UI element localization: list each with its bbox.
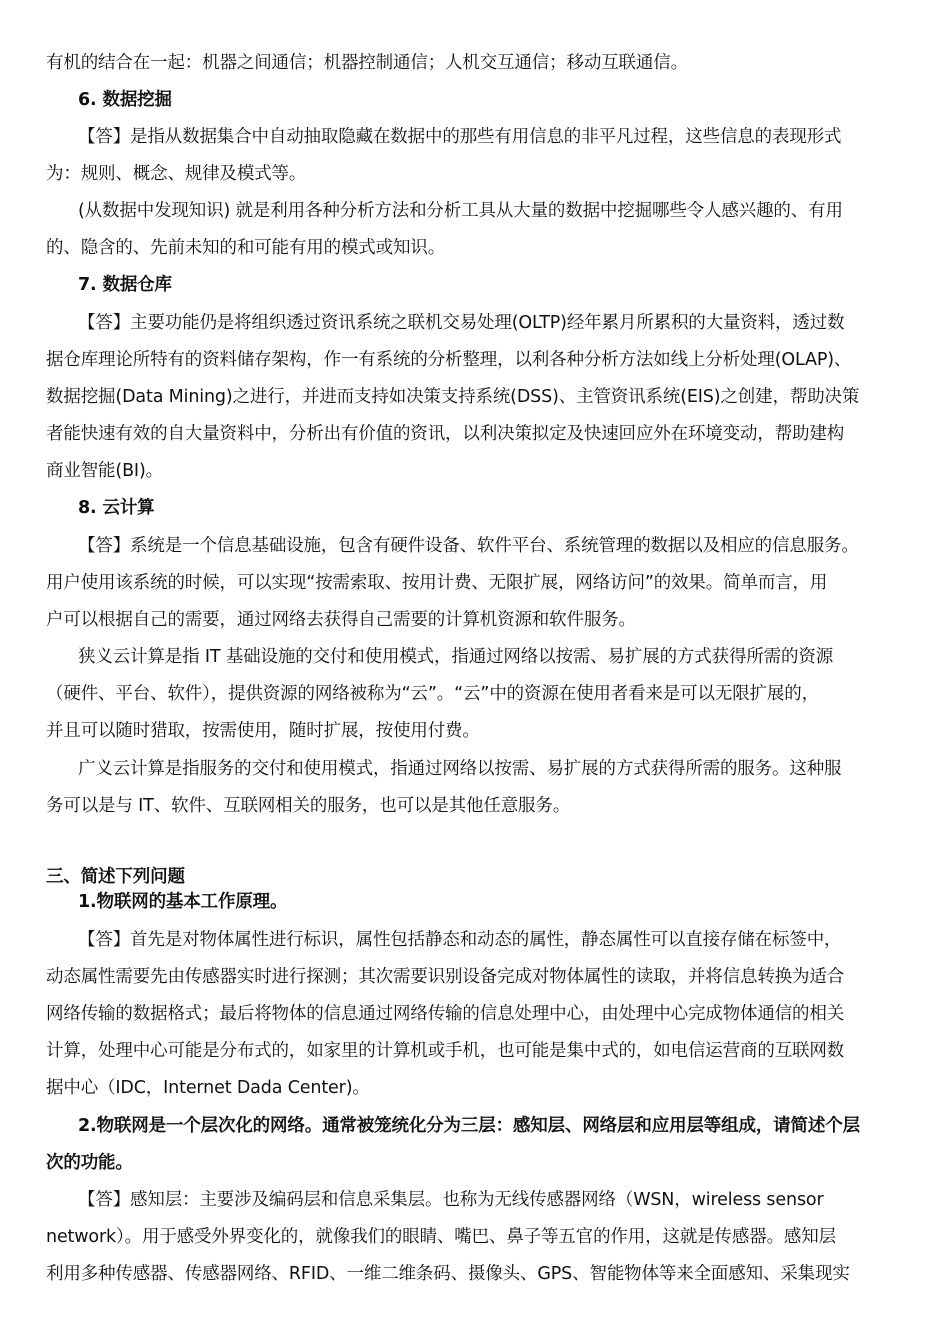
text-line: (从数据中发现知识) 就是利用各种分析方法和分析工具从大量的数据中挖掘哪些令人感兴趣的、有用 (78, 201, 843, 221)
text-line: 商业智能(BI)。 (46, 461, 163, 481)
text-line: 【答】主要功能仍是将组织透过资讯系统之联机交易处理(OLTP)经年累月所累积的大量资料，透过数 (78, 313, 845, 333)
question-heading: 1.物联网的基本工作原理。 (78, 892, 288, 912)
text-line: 【答】感知层：主要涉及编码层和信息采集层。也称为无线传感器网络（WSN，wireless sensor (78, 1190, 824, 1210)
text-line: 用户使用该系统的时候，可以实现“按需索取、按用计费、无限扩展，网络访问”的效果。简单而言，用 (46, 573, 828, 593)
text-line: 【答】系统是一个信息基础设施，包含有硬件设备、软件平台、系统管理的数据以及相应的信息服务。 (78, 536, 859, 556)
text-line: 的、隐含的、先前未知的和可能有用的模式或知识。 (46, 238, 446, 258)
section-heading: 6. 数据挖掘 (78, 90, 172, 110)
text-line: 据中心（IDC，Internet Dada Center)。 (46, 1078, 370, 1098)
text-line: network）。用于感受外界变化的，就像我们的眼睛、嘴巴、鼻子等五官的作用，这就是传感器。感知层 (46, 1227, 836, 1247)
section-heading: 7. 数据仓库 (78, 275, 172, 295)
text-line: 据仓库理论所特有的资料储存架构，作一有系统的分析整理，以利各种分析方法如线上分析处理(OLAP)、 (46, 350, 852, 370)
text-line: 为：规则、概念、规律及模式等。 (46, 164, 307, 184)
text-line: 并且可以随时猎取，按需使用，随时扩展，按使用付费。 (46, 721, 480, 741)
question-heading: 次的功能。 (46, 1153, 133, 1173)
text-line: 数据挖掘(Data Mining)之进行，并进而支持如决策支持系统(DSS)、主管资讯系统(EIS)之创建，帮助决策 (46, 387, 860, 407)
section-heading: 8. 云计算 (78, 498, 155, 518)
text-line: 【答】首先是对物体属性进行标识，属性包括静态和动态的属性，静态属性可以直接存储在标签中， (78, 930, 842, 950)
text-line: 广义云计算是指服务的交付和使用模式，指通过网络以按需、易扩展的方式获得所需的服务。这种服 (78, 759, 842, 779)
text-line: 狭义云计算是指 IT 基础设施的交付和使用模式，指通过网络以按需、易扩展的方式获得所需的资源 (78, 647, 834, 667)
text-line: 网络传输的数据格式；最后将物体的信息通过网络传输的信息处理中心，由处理中心完成物体通信的相关 (46, 1004, 845, 1024)
text-line: 利用多种传感器、传感器网络、RFID、一维二维条码、摄像头、GPS、智能物体等来全面感知、采集现实 (46, 1264, 850, 1284)
section-heading: 三、简述下列问题 (46, 867, 185, 887)
text-line: 【答】是指从数据集合中自动抽取隐藏在数据中的那些有用信息的非平凡过程，这些信息的表现形式 (78, 127, 842, 147)
question-heading: 2.物联网是一个层次化的网络。通常被笼统化分为三层：感知层、网络层和应用层等组成，请简述个层 (78, 1116, 860, 1136)
text-line: 户可以根据自己的需要，通过网络去获得自己需要的计算机资源和软件服务。 (46, 610, 636, 630)
text-line: 有机的结合在一起：机器之间通信；机器控制通信；人机交互通信；移动互联通信。 (46, 53, 688, 73)
text-line: 计算，处理中心可能是分布式的，如家里的计算机或手机，也可能是集中式的，如电信运营商的互联网数 (46, 1041, 845, 1061)
text-line: （硬件、平台、软件），提供资源的网络被称为“云”。“云”中的资源在使用者看来是可以无限扩展的， (46, 684, 819, 704)
text-line: 动态属性需要先由传感器实时进行探测；其次需要识别设备完成对物体属性的读取，并将信息转换为适合 (46, 967, 845, 987)
text-line: 务可以是与 IT、软件、互联网相关的服务，也可以是其他任意服务。 (46, 796, 571, 816)
text-line: 者能快速有效的自大量资料中，分析出有价值的资讯，以利决策拟定及快速回应外在环境变动，帮助建构 (46, 424, 845, 444)
